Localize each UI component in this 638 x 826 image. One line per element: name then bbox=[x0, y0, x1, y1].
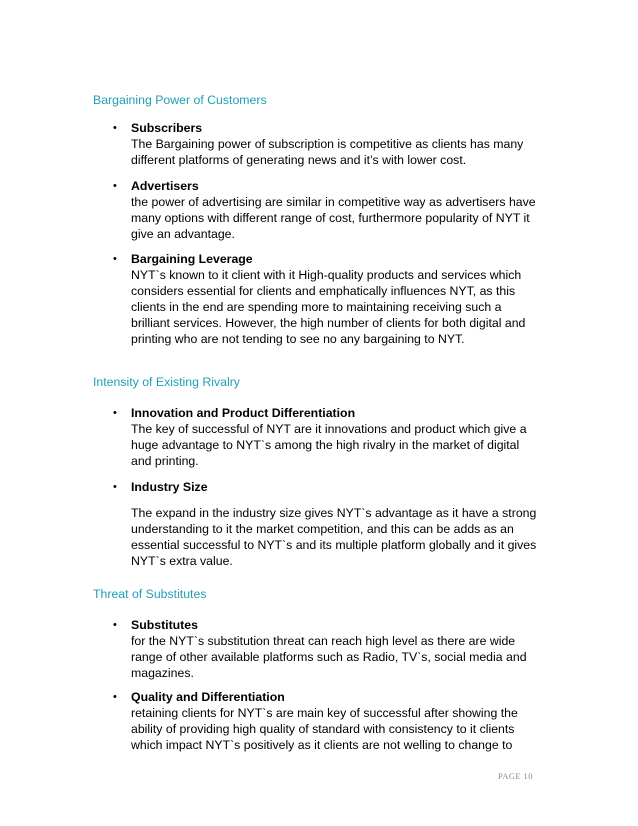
body-line: clients in the end are spending more to maintaining receiving such a bbox=[131, 300, 502, 314]
bullet-icon: • bbox=[113, 180, 117, 192]
bullet-icon: • bbox=[113, 691, 117, 703]
body-line: The Bargaining power of subscription is competitive as clients has many bbox=[131, 137, 524, 151]
body-line: retaining clients for NYT`s are main key of successful after showing the bbox=[131, 706, 518, 720]
body-line: printing who are not tending to see no any bargaining to NYT. bbox=[131, 332, 465, 346]
body-line: different platforms of generating news and it’s with lower cost. bbox=[131, 153, 467, 167]
bullet-icon: • bbox=[113, 407, 117, 419]
body-line: huge advantage to NYT`s among the high rivalry in the market of digital bbox=[131, 438, 520, 452]
body-line: considers essential for clients and emphatically influences NYT, as this bbox=[131, 284, 516, 298]
item-title: Industry Size bbox=[131, 480, 208, 494]
bullet-icon: • bbox=[113, 481, 117, 493]
body-line: magazines. bbox=[131, 666, 194, 680]
body-line: which impact NYT`s positively as it clients are not welling to change to bbox=[131, 738, 513, 752]
body-line: for the NYT`s substitution threat can reach high level as there are wide bbox=[131, 634, 516, 648]
page-number: PAGE 10 bbox=[498, 771, 533, 781]
bullet-icon: • bbox=[113, 619, 117, 631]
bullet-icon: • bbox=[113, 122, 117, 134]
body-line: The key of successful of NYT are it innovations and product which give a bbox=[131, 422, 527, 436]
item-title: Innovation and Product Differentiation bbox=[131, 406, 356, 420]
item-title: Quality and Differentiation bbox=[131, 690, 285, 704]
section-heading: Bargaining Power of Customers bbox=[93, 93, 267, 107]
section-heading: Threat of Substitutes bbox=[93, 587, 207, 601]
bullet-icon: • bbox=[113, 253, 117, 265]
body-line: ability of providing high quality of standard with consistency to it clients bbox=[131, 722, 515, 736]
body-line: NYT`s extra value. bbox=[131, 554, 233, 568]
body-line: understanding to it the market competition, and this can be adds as an bbox=[131, 522, 514, 536]
item-title: Subscribers bbox=[131, 121, 203, 135]
body-line: The expand in the industry size gives NYT`s advantage as it have a strong bbox=[131, 506, 537, 520]
body-line: brilliant services. However, the high number of clients for both digital and bbox=[131, 316, 526, 330]
body-line: give an advantage. bbox=[131, 227, 235, 241]
item-title: Substitutes bbox=[131, 618, 198, 632]
body-line: and printing. bbox=[131, 454, 199, 468]
item-title: Advertisers bbox=[131, 179, 199, 193]
section-heading: Intensity of Existing Rivalry bbox=[93, 375, 240, 389]
body-line: range of other available platforms such as Radio, TV`s, social media and bbox=[131, 650, 527, 664]
body-line: the power of advertising are similar in competitive way as advertisers have bbox=[131, 195, 536, 209]
item-title: Bargaining Leverage bbox=[131, 252, 253, 266]
body-line: NYT`s known to it client with it High-quality products and services which bbox=[131, 268, 522, 282]
body-line: many options with different range of cost, furthermore popularity of NYT it bbox=[131, 211, 530, 225]
body-line: essential successful to NYT`s and its multiple platform globally and it gives bbox=[131, 538, 537, 552]
